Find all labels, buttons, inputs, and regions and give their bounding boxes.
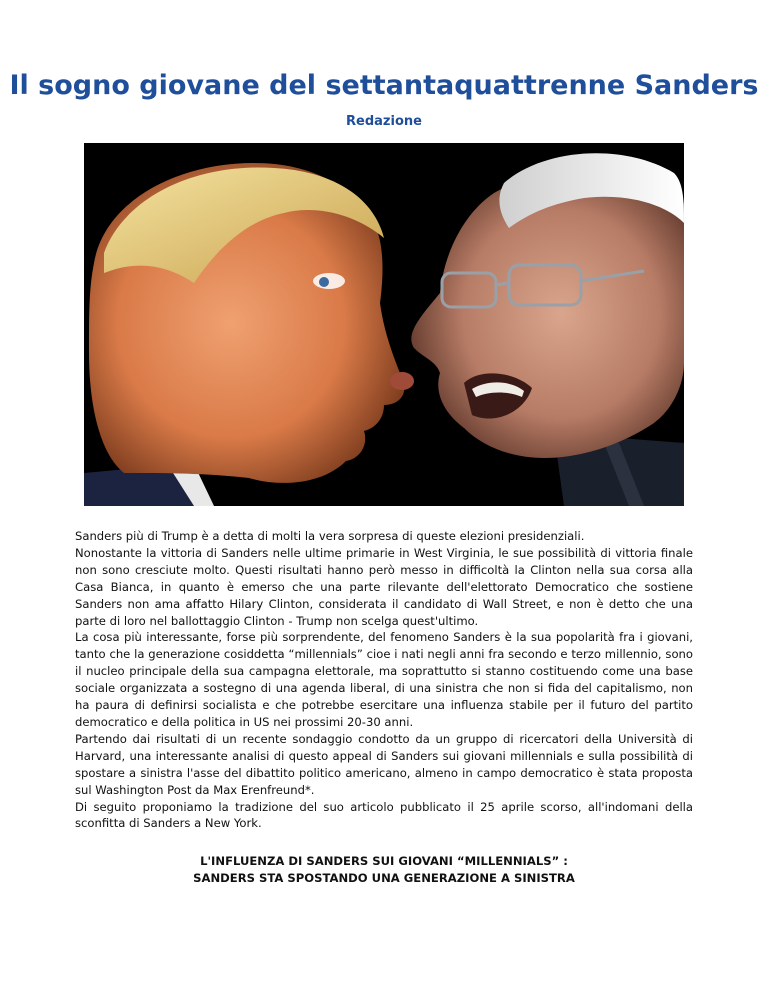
article-body: [75, 528, 693, 832]
section-heading: [0, 853, 768, 887]
article-photo: [84, 143, 684, 506]
paragraph-3: La cosa più interessante, forse più sorprendente, del fenomeno Sanders è la sua popolarità fra i giovani, tanto che la generazione cosiddetta “millennials” cioe i nati negli anni fra secondo e terzo millennio, sono il nucleo principale della sua campagna elettorale, ma soprattutto si stanno costituendo come una base sociale organizzata a sostegno di una agenda liberal, di una sinistra che non si fida del capitalismo, non ha paura di definirsi socialista e che potrebbe esercitare una influenza stabile per il futuro del partito democratico e della politica in US nei prossimi 20-30 anni.: [75, 630, 693, 729]
article-byline: Redazione: [346, 114, 422, 129]
paragraph-1: Sanders più di Trump è a detta di molti la vera sorpresa di queste elezioni presidenziali.: [75, 529, 585, 543]
paragraph-5: Di seguito proponiamo la tradizione del suo articolo pubblicato il 25 aprile scorso, all'indomani della sconfitta di Sanders a New York.: [75, 799, 693, 831]
paragraph-2: Nonostante la vittoria di Sanders nelle ultime primarie in West Virginia, le sue possibilità di vittoria finale non sono cresciute molto. Questi risultati hanno però messo in difficoltà la Clinton nella sua corsa alla Casa Bianca, in quanto è emerso che una parte rilevante dell'elettorato Democratico che sostiene Sanders non ama affatto Hilary Clinton, considerata il candidato di Wall Street, e non è detto che una parte di loro nel ballottaggio Clinton - Trump non scelga quest'ultimo.: [75, 545, 693, 628]
article-title: Il sogno giovane del settantaquattrenne Sanders: [9, 70, 759, 101]
section-heading-line-2: SANDERS STA SPOSTANDO UNA GENERAZIONE A SINISTRA: [193, 871, 575, 885]
section-heading-line-1: L'INFLUENZA DI SANDERS SUI GIOVANI “MILLENNIALS” :: [200, 854, 568, 868]
paragraph-4: Partendo dai risultati di un recente sondaggio condotto da un gruppo di ricercatori della Università di Harvard, una interessante analisi di questo appeal di Sanders sui giovani millennials e sulla possibilità di spostare a sinistra l'asse del dibattito politico americano, almeno in campo democratico è stata proposta sul Washington Post da Max Erenfreund*.: [75, 731, 693, 797]
photo-illustration: [84, 143, 684, 506]
